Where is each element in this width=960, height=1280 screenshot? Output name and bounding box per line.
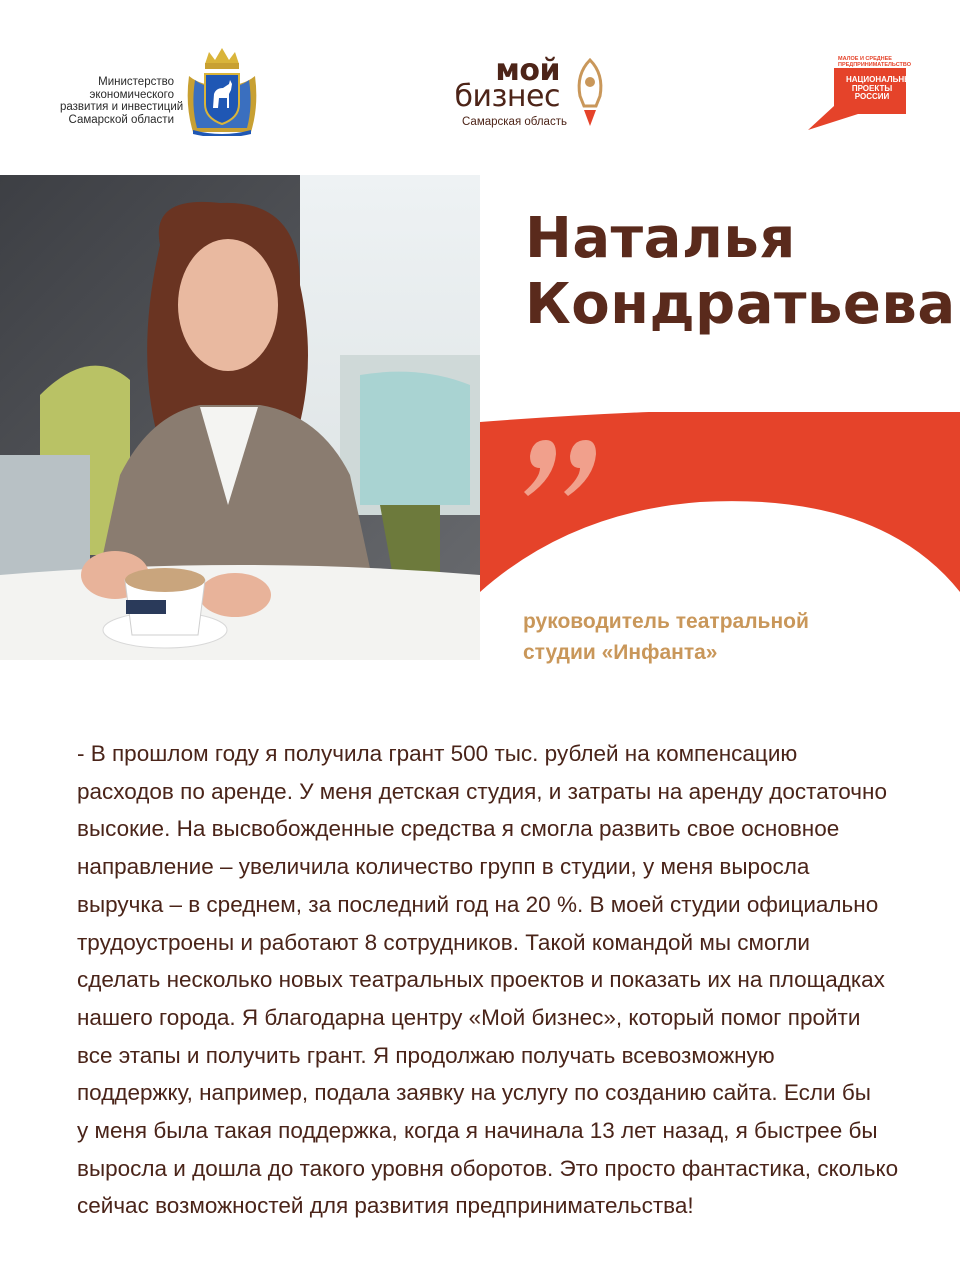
- person-role: [523, 606, 809, 668]
- person-role-line: руководитель театральной: [523, 610, 809, 633]
- quote-line: выросла и дошла до такого уровня оборотов. Это просто фантастика, сколько: [77, 1155, 899, 1181]
- quote-mark-icon: [524, 436, 604, 500]
- ministry-name: [60, 76, 184, 126]
- np-caption-line: МАЛОЕ И СРЕДНЕЕ: [838, 56, 892, 62]
- quote-line: - В прошлом году я получила грант 500 тыс. рублей на компенсацию: [77, 741, 798, 766]
- quote-line: поддержку, например, подала заявку на услугу по созданию сайта. Если бы: [77, 1080, 871, 1106]
- quote-line: нашего города. Я благодарна центру «Мой бизнес», который помог пройти: [77, 1004, 861, 1030]
- samara-coat-of-arms-icon: [183, 46, 261, 136]
- quote-line: трудоустроены и работают 8 сотрудников. Такой командой мы смогли: [77, 929, 810, 955]
- person-last-name: Кондратьева: [525, 272, 956, 337]
- np-badge-text: НАЦИОНАЛЬНЫЕ ПРОЕКТЫ РОССИИ: [846, 75, 918, 102]
- portrait-photo: [0, 175, 480, 660]
- quote-text: [77, 735, 917, 1225]
- ministry-line: Самарской области: [68, 113, 174, 126]
- person-name: [525, 206, 956, 338]
- quote-line: сейчас возможностей для развития предпринимательства!: [77, 1193, 694, 1219]
- moy-biznes-word2: бизнес: [454, 79, 560, 114]
- national-projects-logo: [806, 54, 918, 130]
- quote-line: направление – увеличила количество групп в студии, у меня выросла: [77, 854, 810, 880]
- moy-biznes-word1: мой: [495, 53, 560, 88]
- rocket-pin-icon: [570, 56, 610, 130]
- quote-line: сделать несколько новых театральных проектов и показать их на площадках: [77, 967, 885, 993]
- quote-line: у меня была такая поддержка, когда я начинала 13 лет назад, я быстрее бы: [77, 1118, 878, 1144]
- quote-line: выручка – в среднем, за последний год на 20 %. В моей студии официально: [77, 891, 879, 917]
- moy-biznes-logo: [452, 53, 622, 134]
- person-first-name: Наталья: [525, 206, 796, 271]
- ministry-line: экономического: [89, 88, 174, 101]
- person-role-line: студии «Инфанта»: [523, 641, 718, 664]
- ministry-line: развития и инвестиций: [60, 101, 184, 113]
- ministry-line: Министерство: [98, 76, 174, 88]
- np-caption-line: ПРЕДПРИНИМАТЕЛЬСТВО: [838, 62, 911, 68]
- quote-line: все этапы и получить грант. Я продолжаю получать всевозможную: [77, 1042, 775, 1068]
- quote-line: расходов по аренде. У меня детская студия, и затраты на аренду достаточно: [77, 778, 887, 804]
- moy-biznes-region: Самарская область: [462, 116, 567, 128]
- quote-line: высокие. На высвобожденные средства я смогла развить свое основное: [77, 816, 840, 842]
